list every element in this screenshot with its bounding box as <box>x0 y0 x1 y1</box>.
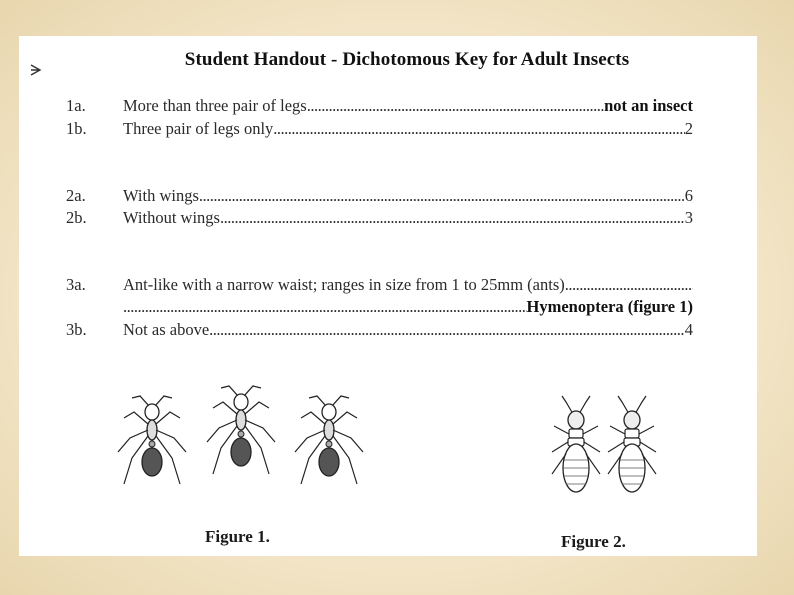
key-description: Three pair of legs only <box>123 119 274 138</box>
key-target: 2 <box>684 119 693 138</box>
key-code: 1a. <box>66 96 86 115</box>
key-target: 3 <box>684 208 693 227</box>
key-code: 2a. <box>66 186 86 205</box>
key-code: 2b. <box>66 208 87 227</box>
page-title: Student Handout - Dichotomous Key for Adult Insects <box>184 49 630 70</box>
termite-illustration-2 <box>608 396 656 492</box>
key-code: 3a. <box>66 275 86 294</box>
key-description: With wings <box>123 186 199 205</box>
key-description: Not as above <box>123 320 210 339</box>
key-description: Ant-like with a narrow waist; ranges in size from 1 to 25mm (ants) <box>123 275 565 294</box>
key-description: More than three pair of legs <box>123 96 307 115</box>
key-code: 1b. <box>66 119 87 138</box>
ant-illustration-1 <box>118 396 186 484</box>
figure-1-caption: Figure 1. <box>205 527 270 546</box>
key-target: 6 <box>684 186 693 205</box>
key-target: 4 <box>684 320 693 339</box>
handout-slide <box>19 36 757 556</box>
key-target: Hymenoptera (figure 1) <box>526 297 693 316</box>
key-target: not an insect <box>604 96 693 115</box>
key-code: 3b. <box>66 320 87 339</box>
key-description: Without wings <box>123 208 220 227</box>
ant-illustration-3 <box>295 396 363 484</box>
ant-illustration-2 <box>207 386 275 474</box>
figure-2-caption: Figure 2. <box>561 532 626 551</box>
termite-illustration-1 <box>552 396 600 492</box>
insect-illustrations <box>19 36 757 556</box>
